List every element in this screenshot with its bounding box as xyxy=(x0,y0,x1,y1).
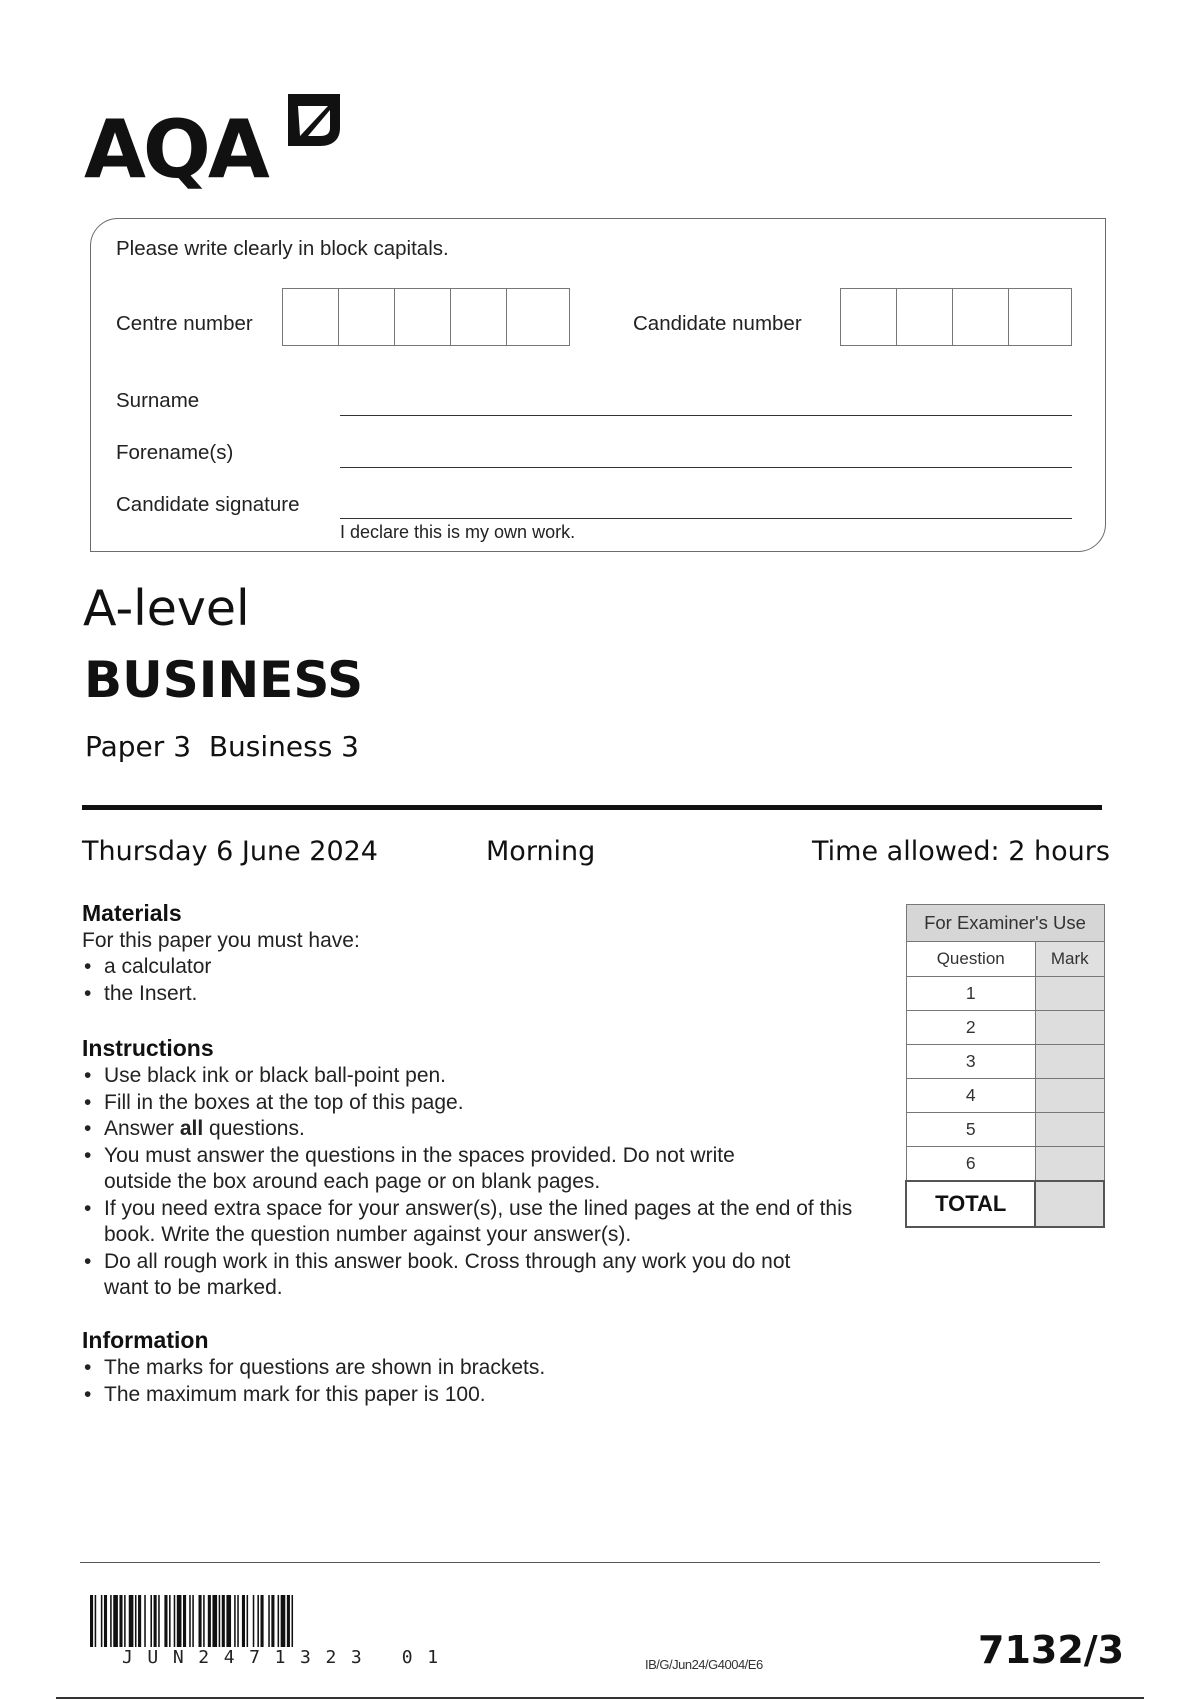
barcode-bar xyxy=(237,1595,239,1647)
barcode-bar xyxy=(261,1595,264,1647)
question-column-header: Question xyxy=(906,942,1035,977)
surname-label: Surname xyxy=(116,389,200,412)
barcode-bar xyxy=(144,1595,146,1647)
barcode-bar xyxy=(192,1595,194,1647)
page-bottom-rule xyxy=(56,1697,1144,1699)
barcode-bar xyxy=(247,1595,249,1647)
mark-cell xyxy=(1035,1045,1104,1079)
barcode-bar xyxy=(113,1595,118,1647)
total-mark-cell xyxy=(1035,1181,1104,1227)
barcode-bar xyxy=(135,1595,137,1647)
list-item: • Do all rough work in this answer book. Cross through any work you do not want to be marked. xyxy=(82,1249,804,1302)
barcode-bar xyxy=(158,1595,160,1647)
barcode-bar xyxy=(219,1595,221,1647)
footer-divider xyxy=(80,1562,1100,1563)
list-item: • a calculator xyxy=(82,954,211,981)
centre-number-digit[interactable] xyxy=(395,289,451,345)
total-row xyxy=(906,1181,1104,1227)
candidate-number-digit[interactable] xyxy=(897,289,953,345)
total-label: TOTAL xyxy=(906,1181,1035,1227)
list-item: • The maximum mark for this paper is 100. xyxy=(82,1382,545,1409)
mark-cell xyxy=(1035,977,1104,1011)
answer-suffix: questions. xyxy=(203,1117,305,1140)
barcode-bar xyxy=(101,1595,103,1647)
table-row xyxy=(906,977,1104,1011)
barcode-bar xyxy=(253,1595,255,1647)
signature-field[interactable] xyxy=(340,518,1072,519)
barcode-bar xyxy=(154,1595,157,1647)
materials-heading: Materials xyxy=(82,900,182,926)
declaration-text: I declare this is my own work. xyxy=(340,522,576,542)
barcode-bar xyxy=(90,1595,93,1647)
question-number: 5 xyxy=(906,1113,1035,1147)
barcode-bar xyxy=(222,1595,225,1647)
instructions-heading: Instructions xyxy=(82,1035,214,1061)
barcode-bar xyxy=(226,1595,231,1647)
centre-number-field[interactable] xyxy=(282,288,570,346)
information-list xyxy=(82,1355,545,1408)
list-item: • If you need extra space for your answer(s), use the lined pages at the end of this book. Write the question number against your answer(s). xyxy=(82,1196,894,1249)
barcode-bar xyxy=(177,1595,182,1647)
question-number: 4 xyxy=(906,1079,1035,1113)
paper-code: 7132/3 xyxy=(978,1628,1125,1672)
mark-cell xyxy=(1035,1113,1104,1147)
barcode xyxy=(90,1595,475,1647)
barcode-bar xyxy=(257,1595,259,1647)
centre-number-digit[interactable] xyxy=(283,289,339,345)
question-number: 1 xyxy=(906,977,1035,1011)
barcode-bar xyxy=(183,1595,186,1647)
barcode-bar xyxy=(199,1595,202,1647)
table-row xyxy=(906,1011,1104,1045)
instructions-list xyxy=(82,1063,872,1302)
barcode-bar xyxy=(292,1595,294,1647)
candidate-number-digit[interactable] xyxy=(953,289,1009,345)
barcode-bar xyxy=(95,1595,97,1647)
barcode-bar xyxy=(124,1595,126,1647)
centre-number-digit[interactable] xyxy=(339,289,395,345)
mark-cell xyxy=(1035,1011,1104,1045)
candidate-number-field[interactable] xyxy=(840,288,1072,346)
exam-session: Morning xyxy=(486,836,596,867)
time-allowed: Time allowed: 2 hours xyxy=(812,836,1110,867)
block-capitals-instruction: Please write clearly in block capitals. xyxy=(116,237,449,260)
examiners-use-title: For Examiner's Use xyxy=(906,905,1104,942)
candidate-number-label: Candidate number xyxy=(633,312,802,335)
barcode-bar xyxy=(150,1595,152,1647)
barcode-bar xyxy=(138,1595,141,1647)
reference-code: IB/G/Jun24/G4004/E6 xyxy=(645,1657,763,1672)
barcode-bar xyxy=(174,1595,176,1647)
barcode-bar xyxy=(278,1595,280,1647)
barcode-bar xyxy=(281,1595,286,1647)
barcode-bar xyxy=(104,1595,107,1647)
aqa-logo xyxy=(84,88,354,196)
list-item xyxy=(82,1116,872,1143)
barcode-bar xyxy=(189,1595,191,1647)
barcode-bar xyxy=(242,1595,245,1647)
mark-cell xyxy=(1035,1079,1104,1113)
candidate-number-digit[interactable] xyxy=(1009,289,1065,345)
subject-title: BUSINESS xyxy=(84,651,364,709)
information-heading: Information xyxy=(82,1327,209,1353)
barcode-bar xyxy=(169,1595,171,1647)
examiners-use-table xyxy=(905,904,1105,1228)
barcode-bar xyxy=(287,1595,290,1647)
forenames-field[interactable] xyxy=(340,467,1072,468)
paper-title: Paper 3 Business 3 xyxy=(85,730,359,763)
surname-field[interactable] xyxy=(340,415,1072,416)
qualification-level: A-level xyxy=(83,580,250,637)
mark-cell xyxy=(1035,1147,1104,1182)
table-row xyxy=(906,1045,1104,1079)
materials-intro: For this paper you must have: xyxy=(82,929,360,952)
table-row xyxy=(906,1079,1104,1113)
table-row xyxy=(906,1147,1104,1182)
centre-number-digit[interactable] xyxy=(507,289,563,345)
barcode-bar xyxy=(110,1595,112,1647)
barcode-bar xyxy=(129,1595,134,1647)
answer-emphasis: all xyxy=(179,1117,204,1140)
list-item: • Use black ink or black ball-point pen. xyxy=(82,1063,872,1090)
centre-number-label: Centre number xyxy=(116,312,253,335)
forenames-label: Forename(s) xyxy=(116,441,234,464)
question-number: 6 xyxy=(906,1147,1035,1182)
aqa-logo-text: AQA xyxy=(84,103,267,196)
signature-label: Candidate signature xyxy=(116,493,300,516)
list-item: • You must answer the questions in the spaces provided. Do not write outside the box around each page or on blank pages. xyxy=(82,1143,804,1196)
table-row xyxy=(906,1113,1104,1147)
exam-date: Thursday 6 June 2024 xyxy=(82,836,378,867)
centre-number-digit[interactable] xyxy=(451,289,507,345)
list-item: • the Insert. xyxy=(82,981,211,1008)
mark-column-header: Mark xyxy=(1035,942,1104,977)
barcode-bar xyxy=(164,1595,167,1647)
list-item: • The marks for questions are shown in brackets. xyxy=(82,1355,545,1382)
barcode-bar xyxy=(119,1595,122,1647)
list-item: • Fill in the boxes at the top of this page. xyxy=(82,1090,872,1117)
aqa-leaf-icon xyxy=(282,88,346,152)
barcode-bar xyxy=(212,1595,217,1647)
barcode-bar xyxy=(268,1595,270,1647)
barcode-bar xyxy=(208,1595,211,1647)
materials-list xyxy=(82,954,211,1007)
barcode-digits: JUN2471323 01 xyxy=(122,1647,453,1668)
barcode-bar xyxy=(203,1595,205,1647)
barcode-bar xyxy=(234,1595,236,1647)
question-number: 3 xyxy=(906,1045,1035,1079)
barcode-bar xyxy=(271,1595,274,1647)
candidate-number-digit[interactable] xyxy=(841,289,897,345)
answer-prefix: Answer xyxy=(104,1117,180,1140)
divider xyxy=(82,805,1102,810)
question-number: 2 xyxy=(906,1011,1035,1045)
